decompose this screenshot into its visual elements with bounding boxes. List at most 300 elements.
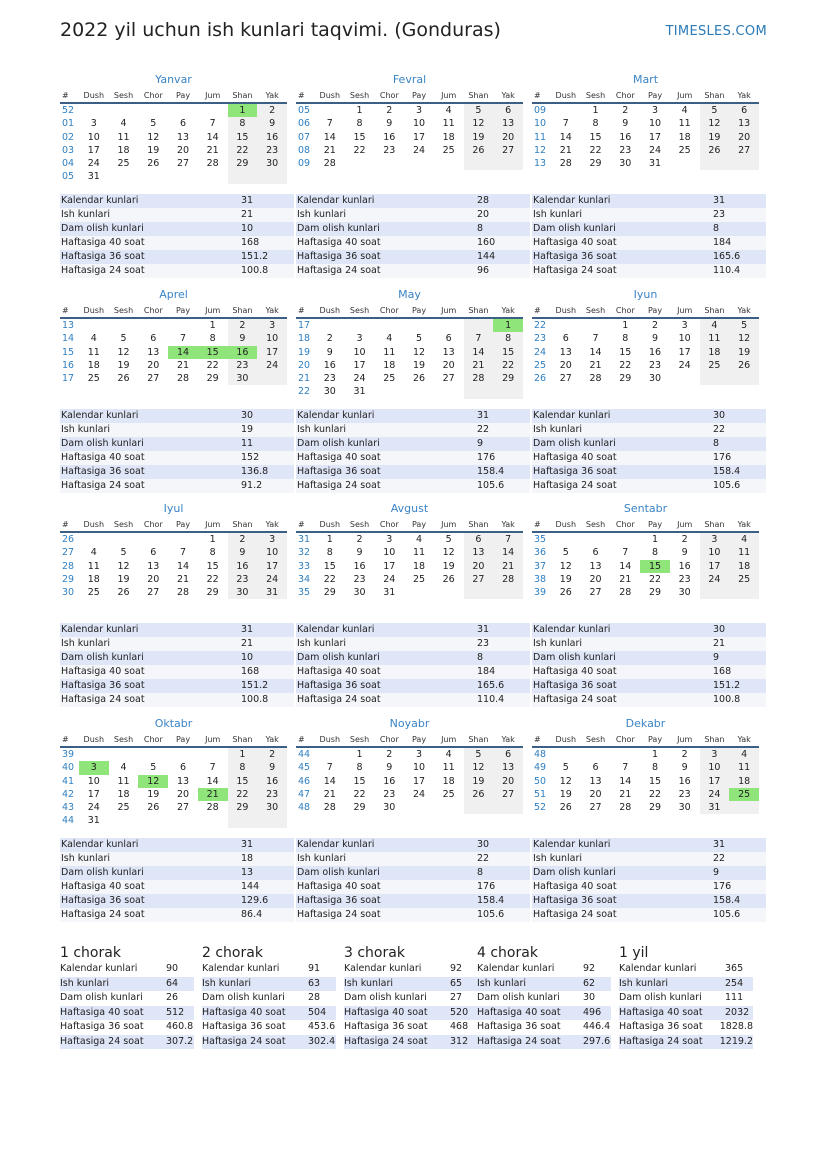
week-row	[60, 117, 287, 130]
day-cell: 4	[729, 532, 759, 546]
period-row	[619, 991, 753, 1006]
day-cell: 2	[257, 103, 287, 117]
day-cell: 26	[147, 802, 160, 814]
month-stats	[532, 838, 766, 922]
day-cell: 30	[353, 587, 366, 599]
period-label: Kalendar kunlari	[60, 963, 138, 974]
stat-value: 9	[713, 867, 720, 878]
day-cell: 4	[90, 547, 97, 559]
weekday-header: Jum	[670, 88, 700, 103]
stat-value: 129.6	[241, 895, 269, 906]
day-cell: 12	[147, 131, 160, 143]
month-calendar	[532, 501, 759, 599]
week-row	[532, 747, 759, 761]
period-value: 2032	[725, 1006, 750, 1018]
stat-label: Haftasiga 36 soat	[297, 895, 381, 906]
day-cell: 7	[592, 333, 599, 345]
stat-value: 105.6	[713, 909, 741, 920]
day-cell: 13	[147, 346, 160, 358]
day-cell: 3	[79, 761, 109, 774]
week-number: 18	[298, 333, 311, 345]
day-cell: 29	[206, 587, 219, 599]
day-cell: 16	[257, 775, 287, 788]
period-row	[202, 962, 336, 977]
day-cell: 20	[147, 359, 160, 371]
empty-cell	[138, 103, 168, 117]
day-cell: 31	[87, 171, 100, 183]
period-label: Haftasiga 40 soat	[344, 1006, 428, 1018]
stat-label: Haftasiga 24 soat	[297, 694, 381, 705]
empty-cell	[138, 747, 168, 761]
stat-row	[296, 880, 530, 894]
stat-row	[60, 236, 294, 250]
weekday-header: Jum	[434, 303, 464, 318]
empty-cell	[109, 747, 139, 761]
weekday-header: Shan	[700, 303, 730, 318]
stat-value: 110.4	[477, 694, 505, 705]
day-cell: 28	[619, 587, 632, 599]
day-cell: 28	[619, 802, 632, 814]
week-number: 17	[62, 373, 75, 385]
weekday-header: Sesh	[345, 732, 375, 747]
day-cell: 10	[353, 346, 366, 358]
week-number: 06	[298, 118, 311, 130]
stat-value: 165.6	[713, 251, 741, 262]
period-value: 254	[725, 977, 744, 989]
day-cell: 20	[559, 359, 572, 371]
week-row	[60, 761, 287, 774]
period-row	[60, 1006, 194, 1021]
day-cell: 26	[464, 788, 494, 801]
stat-row	[60, 651, 294, 665]
day-cell: 22	[228, 144, 258, 157]
week-row	[296, 546, 523, 559]
day-cell: 25	[412, 573, 426, 585]
period-rows	[202, 962, 336, 1049]
day-cell: 6	[179, 762, 187, 774]
stat-value: 176	[477, 452, 496, 463]
day-cell: 6	[592, 762, 599, 774]
day-cell: 11	[117, 131, 130, 143]
day-cell: 16	[257, 131, 287, 144]
stat-label: Kalendar kunlari	[61, 410, 139, 421]
stat-label: Haftasiga 36 soat	[61, 466, 145, 477]
empty-cell	[109, 532, 139, 546]
day-cell: 9	[356, 547, 363, 559]
month-name: Avgust	[390, 502, 429, 515]
stat-row	[60, 894, 294, 908]
period-value: 468	[450, 1021, 469, 1032]
week-number: 25	[534, 359, 547, 371]
stat-row	[532, 838, 766, 852]
day-cell: 27	[176, 802, 190, 814]
empty-cell	[198, 170, 228, 183]
day-cell: 27	[493, 788, 523, 801]
day-cell: 22	[353, 788, 366, 800]
day-cell: 29	[228, 801, 258, 814]
stat-label: Haftasiga 40 soat	[533, 881, 617, 892]
day-cell: 18	[700, 346, 730, 359]
period-label: Ish kunlari	[619, 977, 669, 989]
day-cell: 16	[353, 560, 366, 572]
day-cell: 28	[323, 802, 336, 814]
period-row	[619, 1035, 753, 1050]
day-cell: 26	[117, 587, 130, 599]
day-cell: 4	[386, 333, 393, 345]
day-cell: 21	[206, 144, 219, 156]
empty-cell	[315, 318, 345, 332]
week-number-header: #	[60, 517, 79, 532]
week-number-header: #	[60, 88, 79, 103]
day-cell: 20	[729, 131, 759, 144]
stat-value: 9	[713, 652, 720, 663]
stat-row	[532, 423, 766, 437]
day-cell: 13	[589, 560, 602, 572]
day-cell: 18	[117, 788, 130, 800]
day-cell: 1	[228, 747, 258, 761]
day-cell: 21	[464, 359, 494, 372]
week-number: 39	[62, 749, 75, 760]
period-label: Ish kunlari	[202, 977, 252, 989]
day-cell: 6	[729, 103, 759, 117]
week-row	[296, 346, 523, 359]
month-stats	[296, 194, 530, 278]
stat-row	[60, 479, 294, 493]
day-cell: 21	[198, 788, 228, 801]
day-cell: 17	[257, 346, 287, 359]
week-number: 45	[298, 762, 311, 774]
day-cell: 6	[592, 547, 599, 559]
month-name: Iyun	[633, 288, 658, 301]
weekday-header: Shan	[700, 88, 730, 103]
stat-row	[296, 236, 530, 250]
period-summary	[202, 944, 336, 1049]
day-cell: 16	[383, 131, 396, 143]
stat-row	[60, 838, 294, 852]
day-cell: 11	[87, 346, 100, 358]
empty-cell	[109, 814, 139, 827]
stat-label: Haftasiga 40 soat	[297, 666, 381, 677]
weekday-header: Yak	[729, 88, 759, 103]
day-cell: 10	[383, 547, 396, 559]
day-cell: 21	[589, 359, 602, 371]
week-row	[296, 573, 523, 586]
day-cell: 11	[678, 118, 691, 130]
day-cell: 18	[87, 359, 100, 371]
day-cell: 15	[648, 775, 662, 787]
week-number: 09	[534, 105, 547, 116]
empty-cell	[729, 157, 759, 170]
weekday-header: Yak	[257, 303, 287, 318]
month-name: Fevral	[392, 73, 427, 86]
empty-cell	[198, 747, 228, 761]
day-cell: 30	[323, 386, 336, 398]
month-grid	[296, 732, 523, 814]
period-row	[60, 1035, 194, 1050]
stat-value: 8	[713, 223, 720, 234]
stat-value: 28	[477, 195, 490, 206]
week-row	[532, 131, 759, 144]
stat-row	[532, 236, 766, 250]
day-cell: 26	[147, 158, 160, 170]
week-row	[296, 385, 523, 398]
weekday-header: Shan	[464, 88, 494, 103]
week-number: 15	[62, 346, 75, 358]
weekday-header: Pay	[404, 517, 434, 532]
week-row	[532, 157, 759, 170]
day-cell: 19	[147, 788, 160, 800]
month-name: Sentabr	[623, 502, 668, 515]
weekday-header: Yak	[493, 303, 523, 318]
stat-value: 30	[713, 410, 726, 421]
stat-row	[532, 437, 766, 451]
day-cell: 24	[87, 802, 100, 814]
day-cell: 1	[651, 749, 659, 760]
empty-cell	[700, 157, 730, 170]
stat-label: Ish kunlari	[61, 209, 111, 220]
month-name: Noyabr	[389, 717, 430, 730]
day-cell: 3	[681, 320, 688, 331]
day-cell: 22	[323, 573, 336, 585]
day-cell: 10	[412, 762, 426, 774]
weekday-header: Jum	[670, 517, 700, 532]
week-row	[60, 546, 287, 559]
stat-row	[296, 208, 530, 222]
period-label: Haftasiga 24 soat	[202, 1035, 286, 1047]
empty-cell	[257, 170, 287, 183]
week-row	[532, 144, 759, 157]
weekday-header: Jum	[434, 517, 464, 532]
day-cell: 9	[681, 762, 688, 774]
day-cell: 14	[323, 131, 336, 143]
day-cell: 8	[209, 547, 216, 559]
weekday-header: Yak	[729, 303, 759, 318]
day-cell: 4	[681, 105, 688, 116]
day-cell: 11	[729, 546, 759, 559]
empty-cell	[345, 157, 375, 170]
stat-label: Kalendar kunlari	[61, 195, 139, 206]
stat-value: 30	[713, 624, 726, 635]
day-cell: 23	[228, 359, 258, 372]
period-row	[60, 1020, 194, 1035]
brand-link[interactable]: TIMESLES.COM	[665, 24, 767, 39]
day-cell: 22	[648, 573, 662, 585]
stat-row	[60, 451, 294, 465]
day-cell: 23	[257, 788, 287, 801]
day-cell: 7	[209, 118, 216, 130]
day-cell: 23	[257, 144, 287, 157]
empty-cell	[493, 801, 523, 814]
empty-cell	[434, 801, 464, 814]
day-cell: 28	[589, 373, 602, 385]
day-cell: 26	[412, 373, 426, 385]
day-cell: 17	[412, 775, 426, 787]
day-cell: 24	[412, 788, 426, 800]
week-row	[60, 532, 287, 546]
weekday-header: Jum	[670, 732, 700, 747]
stat-value: 152	[241, 452, 260, 463]
week-number: 39	[534, 587, 547, 599]
stat-row	[60, 623, 294, 637]
week-number: 22	[534, 320, 547, 331]
period-row	[60, 962, 194, 977]
day-cell: 14	[206, 775, 219, 787]
stat-label: Dam olish kunlari	[61, 652, 144, 663]
empty-cell	[257, 372, 287, 385]
stat-value: 158.4	[713, 466, 741, 477]
empty-cell	[168, 532, 198, 546]
day-cell: 27	[589, 802, 602, 814]
week-number: 05	[298, 105, 311, 116]
stat-value: 100.8	[713, 694, 741, 705]
day-cell: 18	[442, 131, 455, 143]
day-cell: 13	[493, 761, 523, 774]
day-cell: 17	[648, 131, 662, 143]
day-cell: 12	[117, 346, 130, 358]
stat-label: Ish kunlari	[61, 853, 111, 864]
stat-value: 23	[477, 638, 490, 649]
day-cell: 8	[356, 118, 363, 130]
day-cell: 16	[323, 359, 336, 371]
stat-row	[296, 866, 530, 880]
day-cell: 23	[383, 788, 396, 800]
period-row	[477, 1020, 611, 1035]
empty-cell	[109, 318, 139, 332]
week-row	[296, 103, 523, 117]
stat-value: 13	[241, 867, 254, 878]
week-number: 05	[62, 171, 75, 183]
day-cell: 26	[700, 144, 730, 157]
day-cell: 4	[415, 534, 423, 545]
weekday-header: Jum	[198, 303, 228, 318]
week-row	[60, 170, 287, 183]
week-row	[532, 359, 759, 372]
stat-row	[60, 693, 294, 707]
day-cell: 5	[150, 118, 157, 130]
day-cell: 29	[353, 802, 366, 814]
stat-label: Haftasiga 36 soat	[61, 251, 145, 262]
empty-cell	[168, 103, 198, 117]
week-number: 13	[62, 320, 75, 331]
empty-cell	[493, 157, 523, 170]
period-label: Ish kunlari	[60, 977, 110, 989]
day-cell: 29	[323, 587, 336, 599]
month-name: Mart	[632, 73, 659, 86]
stat-label: Ish kunlari	[533, 638, 583, 649]
weekday-header: Pay	[168, 517, 198, 532]
week-number-header: #	[296, 303, 315, 318]
day-cell: 6	[150, 547, 157, 559]
weekday-header: Chor	[610, 517, 640, 532]
day-cell: 5	[700, 103, 730, 117]
stat-row	[60, 423, 294, 437]
weekday-header: Shan	[228, 303, 258, 318]
weekday-header: Sesh	[109, 732, 139, 747]
empty-cell	[315, 103, 345, 117]
day-cell: 3	[356, 333, 363, 345]
weekday-header: Sesh	[345, 88, 375, 103]
weekday-header: Sesh	[345, 303, 375, 318]
day-cell: 4	[729, 747, 759, 761]
day-cell: 30	[648, 373, 662, 385]
period-row	[202, 1020, 336, 1035]
empty-cell	[700, 372, 730, 385]
stat-row	[532, 465, 766, 479]
period-label: Haftasiga 36 soat	[619, 1021, 703, 1032]
empty-cell	[168, 170, 198, 183]
day-cell: 1	[209, 320, 216, 331]
day-cell: 9	[386, 118, 393, 130]
stat-row	[60, 194, 294, 208]
day-cell: 18	[412, 560, 426, 572]
empty-cell	[581, 747, 611, 761]
stat-row	[296, 194, 530, 208]
week-number: 22	[298, 386, 311, 398]
weekday-header: Dush	[551, 88, 581, 103]
weekday-header: Sesh	[109, 88, 139, 103]
period-summary	[619, 944, 753, 1049]
day-cell: 28	[176, 587, 190, 599]
week-number: 32	[298, 547, 311, 559]
period-value: 297.6	[583, 1035, 611, 1047]
day-cell: 28	[206, 802, 219, 814]
day-cell: 2	[326, 333, 333, 345]
period-row	[344, 991, 478, 1006]
weekday-header: Jum	[670, 303, 700, 318]
stat-label: Dam olish kunlari	[61, 438, 144, 449]
day-cell: 25	[678, 144, 691, 156]
period-label: Ish kunlari	[477, 977, 527, 989]
week-row	[60, 747, 287, 761]
period-row	[619, 977, 753, 992]
month-grid	[532, 303, 759, 385]
stat-label: Haftasiga 24 soat	[61, 265, 145, 276]
week-number: 07	[298, 131, 311, 143]
day-cell: 17	[87, 144, 100, 156]
day-cell: 8	[651, 547, 659, 559]
day-cell: 10	[87, 775, 100, 787]
stat-label: Ish kunlari	[533, 209, 583, 220]
day-cell: 1	[228, 103, 258, 117]
stat-label: Dam olish kunlari	[533, 652, 616, 663]
stat-label: Haftasiga 36 soat	[297, 680, 381, 691]
stat-row	[296, 838, 530, 852]
period-value: 312	[450, 1035, 469, 1047]
empty-cell	[257, 814, 287, 827]
week-row	[532, 586, 759, 599]
day-cell: 9	[622, 118, 629, 130]
day-cell: 9	[386, 762, 393, 774]
period-row	[619, 1006, 753, 1021]
day-cell: 17	[412, 131, 426, 143]
period-value: 64	[166, 977, 179, 989]
month-name: May	[398, 288, 421, 301]
weekday-header: Sesh	[345, 517, 375, 532]
week-row	[532, 318, 759, 332]
month-grid	[296, 303, 523, 399]
weekday-header: Sesh	[581, 88, 611, 103]
day-cell: 15	[619, 346, 632, 358]
day-cell: 13	[176, 131, 190, 143]
day-cell: 20	[176, 788, 190, 800]
day-cell: 16	[383, 775, 396, 787]
day-cell: 21	[176, 359, 190, 371]
day-cell: 28	[464, 372, 494, 385]
week-number: 43	[62, 802, 75, 814]
week-row	[60, 131, 287, 144]
day-cell: 5	[150, 762, 157, 774]
day-cell: 18	[383, 359, 396, 371]
